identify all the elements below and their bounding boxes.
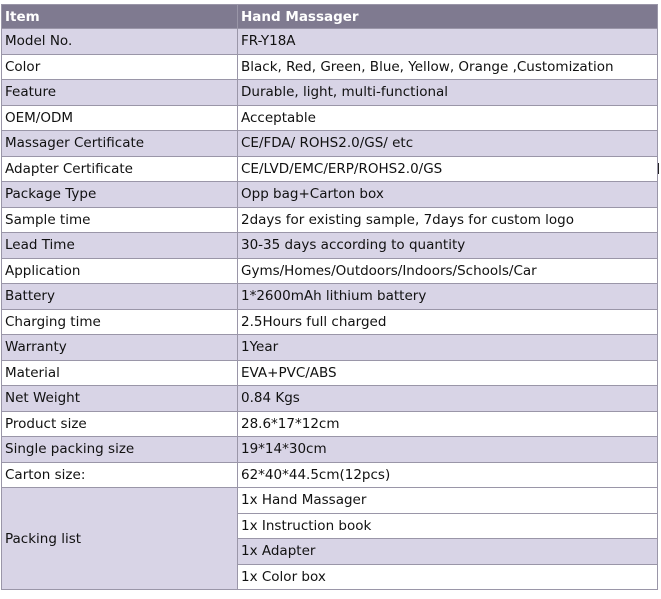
text-cursor-mark [658,163,659,174]
row-value: 19*14*30cm [238,437,658,463]
packing-item: 1x Hand Massager [238,488,658,514]
row-key: Model No. [2,29,238,55]
row-value: 0.84 Kgs [238,386,658,412]
table-row [2,258,658,284]
row-value: 28.6*17*12cm [238,411,658,437]
row-value: CE/FDA/ ROHS2.0/GS/ etc [238,131,658,157]
row-value: Acceptable [238,105,658,131]
row-value: 2.5Hours full charged [238,309,658,335]
row-key: Net Weight [2,386,238,412]
spec-table [1,4,658,590]
table-row [2,437,658,463]
row-key: Product size [2,411,238,437]
row-key: Material [2,360,238,386]
table-row [2,360,658,386]
row-key: Single packing size [2,437,238,463]
row-value: EVA+PVC/ABS [238,360,658,386]
row-value: 2days for existing sample, 7days for custom logo [238,207,658,233]
header-item: Item [2,5,238,29]
row-value: 62*40*44.5cm(12pcs) [238,462,658,488]
table-row [2,29,658,55]
row-value: FR-Y18A [238,29,658,55]
row-value: Gyms/Homes/Outdoors/Indoors/Schools/Car [238,258,658,284]
row-key: Application [2,258,238,284]
row-key: Battery [2,284,238,310]
row-key: Color [2,54,238,80]
row-key: OEM/ODM [2,105,238,131]
row-value: Durable, light, multi-functional [238,80,658,106]
row-value: Black, Red, Green, Blue, Yellow, Orange ,Customization [238,54,658,80]
table-row [2,207,658,233]
packing-item: 1x Instruction book [238,513,658,539]
packing-item: 1x Color box [238,564,658,590]
row-key: Adapter Certificate [2,156,238,182]
row-value: Opp bag+Carton box [238,182,658,208]
table-row [2,335,658,361]
table-row [2,284,658,310]
row-key: Lead Time [2,233,238,259]
table-row [2,233,658,259]
table-row [2,105,658,131]
table-header-row [2,5,658,29]
row-key: Charging time [2,309,238,335]
table-row [2,54,658,80]
row-value: 30-35 days according to quantity [238,233,658,259]
row-value: CE/LVD/EMC/ERP/ROHS2.0/GS [238,156,658,182]
table-row [2,309,658,335]
packing-item: 1x Adapter [238,539,658,565]
row-key: Sample time [2,207,238,233]
header-product: Hand Massager [238,5,658,29]
row-key: Package Type [2,182,238,208]
table-row [2,386,658,412]
row-key: Massager Certificate [2,131,238,157]
table-row [2,182,658,208]
row-key: Feature [2,80,238,106]
table-row [2,80,658,106]
row-value: 1Year [238,335,658,361]
row-value: 1*2600mAh lithium battery [238,284,658,310]
table-row [2,156,658,182]
table-row [2,411,658,437]
packing-list-key: Packing list [2,488,238,590]
table-row [2,462,658,488]
table-row [2,131,658,157]
packing-row [2,488,658,514]
row-key: Carton size: [2,462,238,488]
row-key: Warranty [2,335,238,361]
